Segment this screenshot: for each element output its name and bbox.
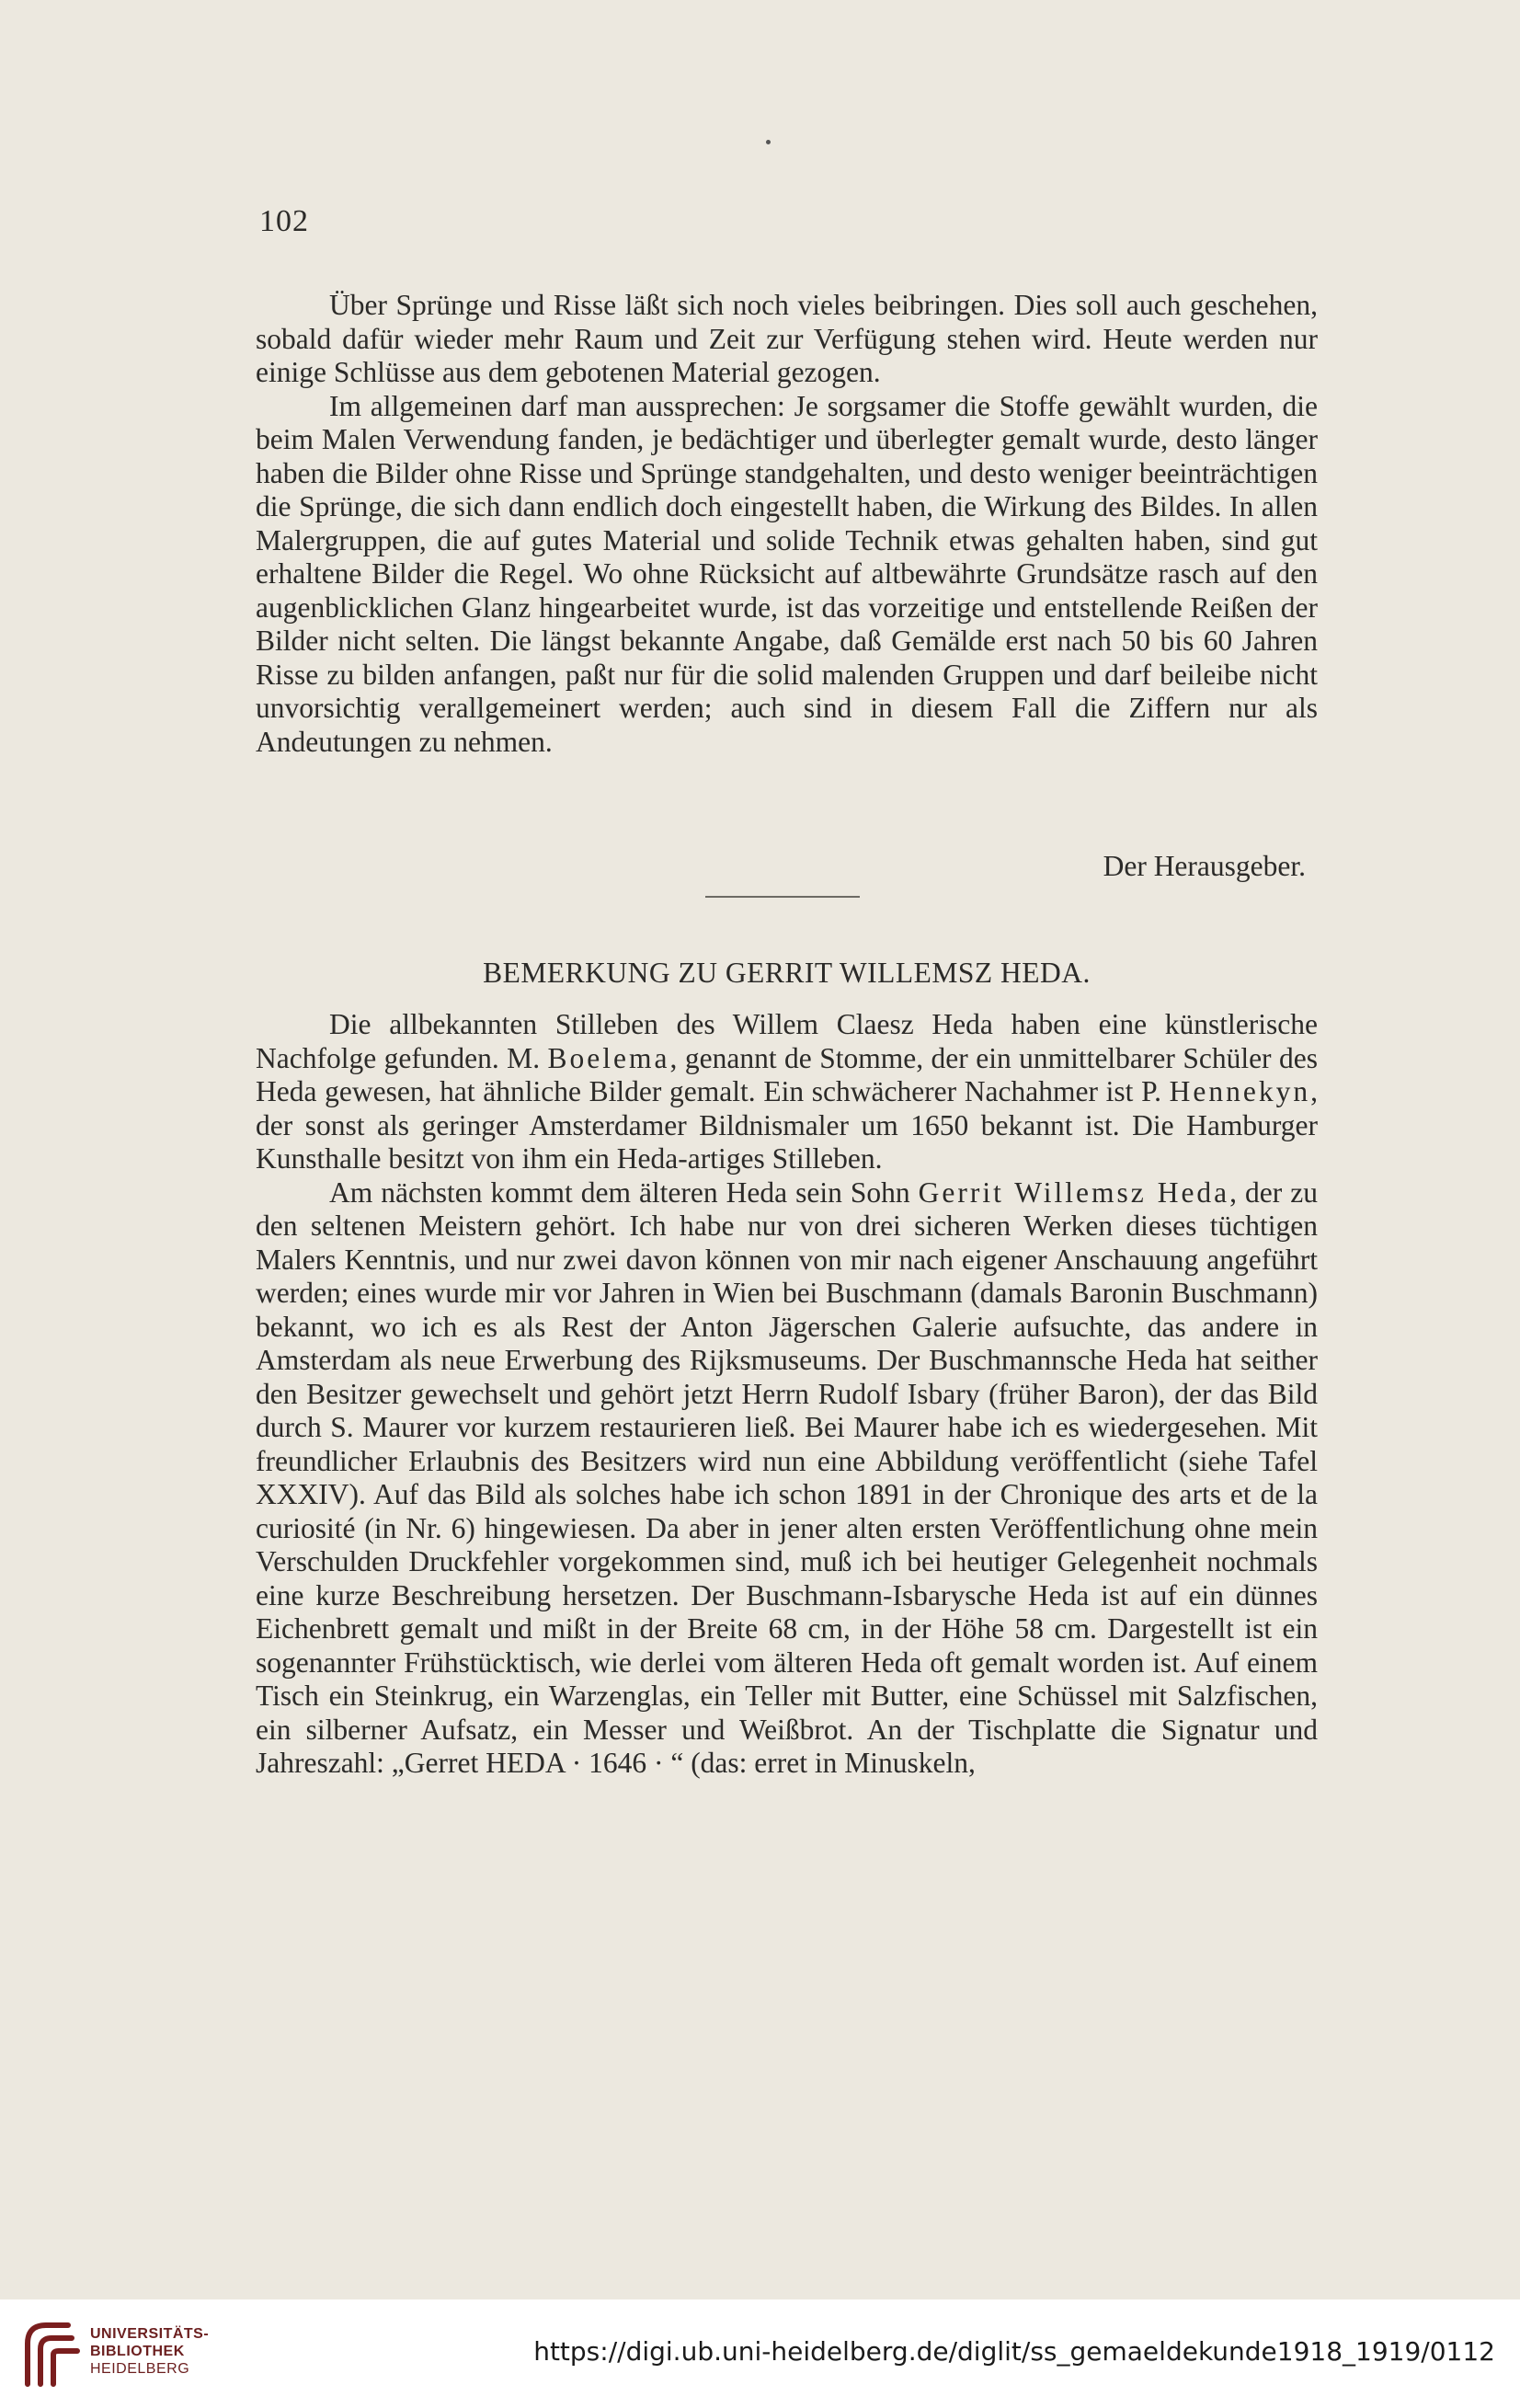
paragraph: Die allbekannten Stilleben des Willem Claesz Heda haben eine künstlerische Nachfolge gefunden. M. Boelema, genannt de Stomme, der ein unmittelbarer Schüler des Heda gewesen, hat ähnliche Bilder gemalt. Ein schwächerer Nachahmer ist P. Hennekyn, der sonst als geringer Amsterdamer Bildnismaler um 1650 bekannt ist. Die Hamburger Kunsthalle besitzt von ihm ein Heda-artiges Stilleben.	[256, 1008, 1318, 1175]
text-block-heda	[256, 1008, 1318, 1781]
spaced-name: Boelema	[547, 1041, 670, 1074]
spaced-name: Gerrit Willemsz Heda	[918, 1175, 1230, 1209]
text-block-risse	[256, 289, 1318, 759]
university-library-logo-icon	[17, 2316, 88, 2393]
section-heading: BEMERKUNG ZU GERRIT WILLEMSZ HEDA.	[483, 957, 1091, 989]
signature: Der Herausgeber.	[1103, 850, 1306, 882]
paragraph: Über Sprünge und Risse läßt sich noch vieles beibringen. Dies soll auch geschehen, sobald dafür wieder mehr Raum und Zeit zur Verfügung stehen wird. Heute werden nur einige Schlüsse aus dem gebotenen Material gezogen.	[256, 289, 1318, 388]
paragraph: Am nächsten kommt dem älteren Heda sein Sohn Gerrit Willemsz Heda, der zu den seltenen Meistern gehört. Ich habe nur von drei sicheren Werken dieses tüchtigen Malers Kenntnis, und nur zwei davon können von mir nach eigener Anschauung angeführt werden; eines wurde mir vor Jahren in Wien bei Buschmann (damals Baronin Buschmann) bekannt, wo ich es als Rest der Anton Jägerschen Galerie aufsuchte, das andere in Amsterdam als neue Erwerbung des Rijksmuseums. Der Buschmannsche Heda hat seither den Besitzer gewechselt und gehört jetzt Herrn Rudolf Isbary (früher Baron), der das Bild durch S. Maurer vor kurzem restaurieren ließ. Bei Maurer habe ich es wiedergesehen. Mit freundlicher Erlaubnis des Besitzers wird nun eine Abbildung veröffentlicht (siehe Tafel XXXIV). Auf das Bild als solches habe ich schon 1891 in der Chronique des arts et de la curiosité (in Nr. 6) hingewiesen. Da aber in jener alten ersten Veröffentlichung ohne mein Verschulden Druckfehler vorgekommen sind, muß ich bei heutiger Gelegenheit nochmals eine kurze Beschreibung hersetzen. Der Buschmann-Isbarysche Heda ist auf ein dünnes Eichenbrett gemalt und mißt in der Breite 68 cm, in der Höhe 58 cm. Dargestellt ist ein sogenannter Frühstücktisch, wie derlei vom älteren Heda oft gemalt worden ist. Auf einem Tisch ein Steinkrug, ein Warzenglas, ein Teller mit Butter, eine Schüssel mit Salzfischen, ein silberner Aufsatz, ein Messer und Weißbrot. An der Tischplatte die Signatur und Jahreszahl: „Gerret HEDA · 1646 · “ (das: erret in Minuskeln,	[256, 1175, 1318, 1779]
footer-bar	[0, 2299, 1520, 2408]
spaced-name: Hennekyn	[1169, 1075, 1311, 1107]
ink-speck	[766, 140, 771, 144]
source-url-link[interactable]: https://digi.ub.uni-heidelberg.de/diglit/ss_gemaeldekunde1918_1919/0112	[533, 2336, 1495, 2367]
page-number: 102	[259, 204, 309, 238]
section-divider	[705, 896, 860, 898]
library-name: UNIVERSITÄTS- BIBLIOTHEK HEIDELBERG	[90, 2326, 210, 2377]
paragraph: Im allgemeinen darf man aussprechen: Je sorgsamer die Stoffe gewählt wurden, die beim Malen Verwendung fanden, je bedächtiger und überlegter gemalt wurde, desto länger haben die Bilder ohne Risse und Sprünge standgehalten, und desto weniger beeinträchtigen die Sprünge, die sich dann endlich doch eingestellt haben, die Wirkung des Bildes. In allen Malergruppen, die auf gutes Material und solide Technik etwas gehalten haben, sind gut erhaltene Bilder die Regel. Wo ohne Rücksicht auf altbewährte Grundsätze rasch auf den augenblicklichen Glanz hingearbeitet wurde, ist das vorzeitige und entstellende Reißen der Bilder nicht selten. Die längst bekannte Angabe, daß Gemälde erst nach 50 bis 60 Jahren Risse zu bilden anfangen, paßt nur für die solid malenden Gruppen und darf beileibe nicht unvorsichtig verallgemeinert werden; auch sind in diesem Fall die Ziffern nur als Andeutungen zu nehmen.	[256, 389, 1318, 758]
